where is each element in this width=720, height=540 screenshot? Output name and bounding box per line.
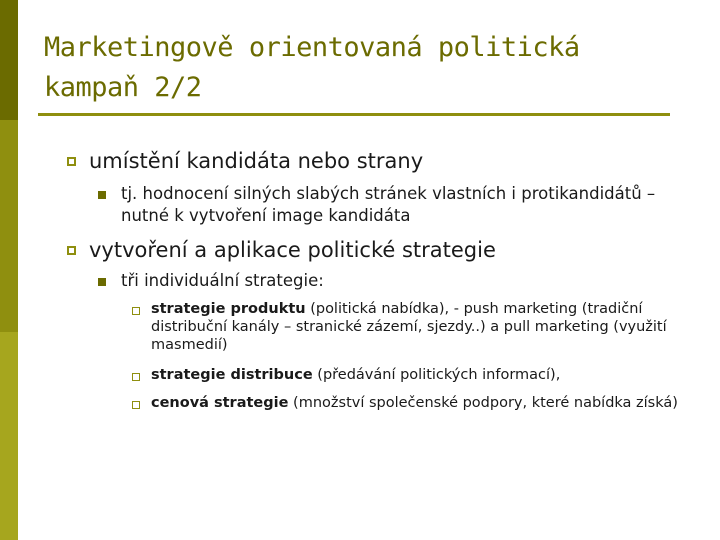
bullet-level3-bold: cenová strategie: [151, 395, 289, 411]
bullet-level1: umístění kandidáta nebo strany: [89, 149, 424, 173]
bullet-level2: tj. hodnocení silných slabých stránek vlastních i protikandidátů – nutné k vytvoření image kandidáta: [121, 184, 656, 225]
solid-square-bullet-icon: [98, 191, 106, 199]
bullet-level3-text: (množství společenské podpory, které nabídka získá): [288, 395, 678, 411]
bullet-level3-bold: strategie produktu: [151, 301, 306, 317]
bullet-level1: vytvoření a aplikace politické strategie: [89, 238, 496, 262]
bullet-level3: [151, 300, 689, 354]
bullet-level3-text: (politická nabídka), - push marketing (tradiční distribuční kanály – stranické zázemí, sjezdy..) a pull marketing (využití masmedií): [151, 301, 667, 353]
hollow-square-bullet-icon: [67, 246, 76, 255]
bullet-level3: [151, 394, 681, 412]
bullet-level3-bold: strategie distribuce: [151, 367, 313, 383]
hollow-square-bullet-icon: [132, 373, 140, 381]
hollow-square-bullet-icon: [132, 307, 140, 315]
solid-square-bullet-icon: [98, 278, 106, 286]
bullet-level3: [151, 366, 689, 384]
bullet-level3-text: (předávání politických informací),: [312, 367, 561, 383]
slide-title: Marketingově orientovaná politická kampaň 2/2: [44, 32, 580, 103]
bullet-level2: tři individuální strategie:: [121, 271, 324, 290]
hollow-square-bullet-icon: [67, 157, 76, 166]
hollow-square-bullet-icon: [132, 401, 140, 409]
